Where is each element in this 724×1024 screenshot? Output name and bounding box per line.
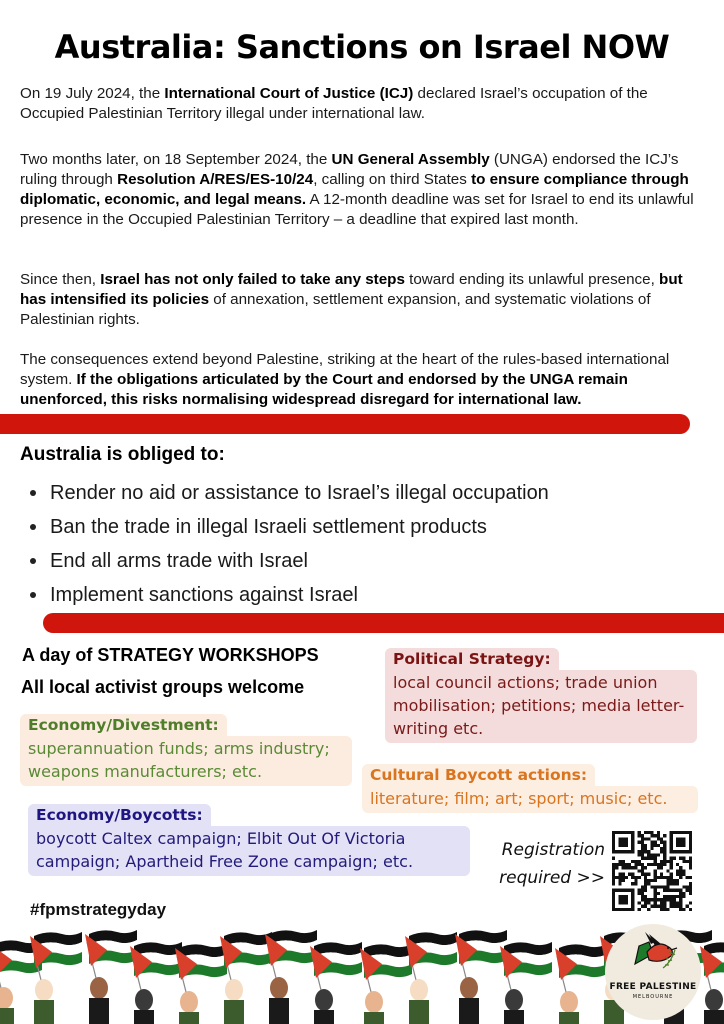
- flag-hand-icon: [500, 942, 552, 1024]
- card-heading: Economy/Divestment:: [20, 714, 227, 736]
- body-text: The consequences extend beyond Palestine, striking at the heart of the rules-based international system.: [20, 351, 670, 388]
- red-divider-bar: [0, 414, 690, 434]
- red-divider-bar: [43, 613, 724, 633]
- obligations-list: [30, 476, 549, 612]
- hashtag: #fpmstrategyday: [30, 900, 167, 919]
- workshops-subtitle: All local activist groups welcome: [21, 677, 305, 697]
- obligations-title: Australia is obliged to:: [20, 444, 225, 465]
- paragraph-israel-failure: [20, 270, 710, 330]
- card-heading: Cultural Boycott actions:: [362, 764, 595, 786]
- workshop-card-divestment: [20, 714, 352, 786]
- emphasis-text: Resolution A/RES/ES-10/24: [117, 171, 314, 188]
- emphasis-text: UN General Assembly: [331, 151, 490, 168]
- workshop-card-political: [385, 648, 697, 743]
- emphasis-text: International Court of Justice (ICJ): [164, 85, 414, 102]
- emphasis-text: to ensure compliance through diplomatic, economic, and legal means.: [20, 171, 689, 208]
- card-body: boycott Caltex campaign; Elbit Out Of Victoria campaign; Apartheid Free Zone campaign; etc.: [28, 826, 470, 876]
- flag-hand-icon: [310, 942, 362, 1024]
- workshop-card-boycotts: [28, 804, 470, 876]
- emphasis-text: Israel has not only failed to take any steps: [100, 271, 405, 288]
- body-text: , calling on third States: [313, 171, 472, 188]
- bullet-icon: [30, 558, 36, 564]
- body-text: Since then,: [20, 271, 101, 288]
- card-heading: Political Strategy:: [385, 648, 559, 670]
- emphasis-text: but has intensified its policies: [20, 271, 683, 308]
- flag-hand-icon: [455, 930, 507, 1024]
- body-text: declared Israel’s occupation of the Occupied Palestinian Territory illegal under international law.: [20, 85, 648, 122]
- body-text: (UNGA) endorsed the ICJ’s ruling through: [20, 151, 679, 188]
- page-title: Australia: Sanctions on Israel NOW: [54, 28, 670, 66]
- bullet-icon: [30, 592, 36, 598]
- bullet-icon: [30, 490, 36, 496]
- card-body: literature; film; art; sport; music; etc.: [362, 786, 698, 813]
- card-body: superannuation funds; arms industry; weapons manufacturers; etc.: [20, 736, 352, 786]
- obligation-item: End all arms trade with Israel: [30, 544, 549, 578]
- body-text: Two months later, on 18 September 2024, the: [20, 151, 332, 168]
- obligation-item: Implement sanctions against Israel: [30, 578, 549, 612]
- flag-hand-icon: [265, 930, 317, 1024]
- body-text: toward ending its unlawful presence,: [404, 271, 660, 288]
- body-text: A 12-month deadline was set for Israel to end its unlawful presence in the Occupied Palestinian Territory – a deadline that expired last month.: [20, 191, 694, 228]
- body-text: On 19 July 2024, the: [20, 85, 165, 102]
- body-text: of annexation, settlement expansion, and systematic violations of Palestinian rights.: [20, 291, 651, 328]
- flag-hand-icon: [85, 930, 137, 1024]
- card-body: local council actions; trade union mobilisation; petitions; media letter-writing etc.: [385, 670, 697, 743]
- free-palestine-melbourne-logo: FREE PALESTINE MELBOURNE: [605, 924, 701, 1020]
- flag-hand-icon: [175, 944, 227, 1024]
- paragraph-consequences: [20, 350, 710, 410]
- flag-hand-icon: [30, 932, 82, 1024]
- flag-hand-icon: [360, 944, 412, 1024]
- emphasis-text: If the obligations articulated by the Court and endorsed by the UNGA remain unenforced, this risks normalising widespread disregard for international law.: [20, 371, 628, 408]
- obligation-item: Ban the trade in illegal Israeli settlement products: [30, 510, 549, 544]
- flag-hand-icon: [555, 944, 607, 1024]
- dove-icon: [605, 924, 701, 984]
- paragraph-icj-ruling: [20, 84, 710, 124]
- obligation-item: Render no aid or assistance to Israel’s illegal occupation: [30, 476, 549, 510]
- bullet-icon: [30, 524, 36, 530]
- qr-code-icon[interactable]: [612, 831, 692, 911]
- paragraph-unga-resolution: [20, 150, 710, 230]
- flag-hand-icon: [130, 942, 182, 1024]
- workshops-title: A day of STRATEGY WORKSHOPS: [22, 645, 319, 665]
- flag-hand-icon: [700, 942, 724, 1024]
- flag-hand-icon: [220, 932, 272, 1024]
- card-heading: Economy/Boycotts:: [28, 804, 211, 826]
- flag-hand-icon: [405, 932, 457, 1024]
- registration-note: Registration required >>: [499, 840, 605, 888]
